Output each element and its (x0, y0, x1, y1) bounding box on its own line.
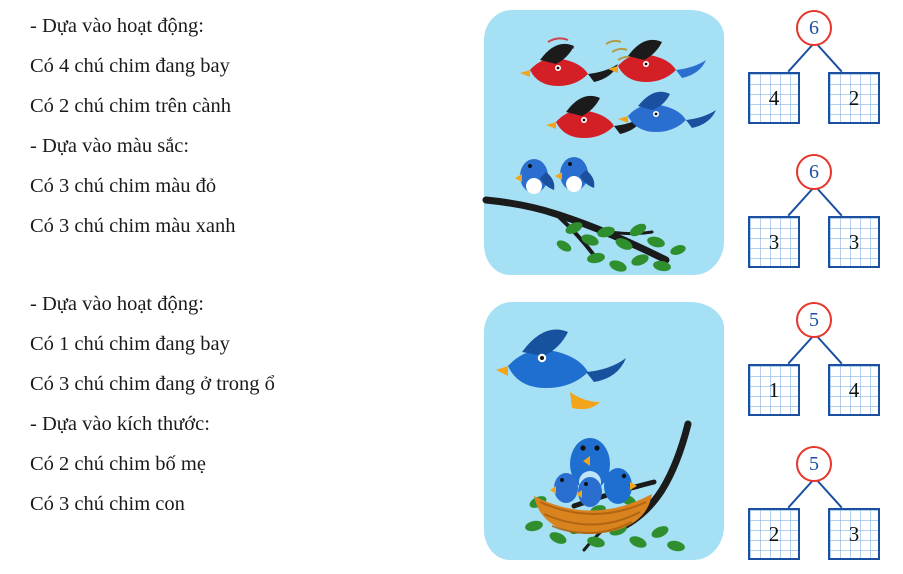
answer-line: - Dựa vào màu sắc: (30, 135, 190, 157)
answer-line: Có 1 chú chim đang bay (30, 333, 230, 355)
six-birds-on-branch-illustration (478, 4, 732, 287)
answer-line: - Dựa vào hoạt động: (30, 293, 204, 315)
answer-line: Có 3 chú chim đang ở trong ổ (30, 373, 275, 395)
bond-part-box-right (828, 364, 880, 416)
bond-part-box-right (828, 72, 880, 124)
bond-leg-right (814, 477, 842, 508)
bond-part-value: 1 (768, 377, 780, 402)
bond-part-box-right (828, 508, 880, 560)
bond-part-box-left (748, 364, 800, 416)
answer-text-column (30, 6, 460, 524)
bond-total-circle: 5 (796, 302, 832, 338)
answer-block-1 (30, 6, 460, 246)
panel-birds-branch (478, 4, 890, 287)
bond-leg-left (787, 477, 815, 508)
bond-total-circle: 5 (796, 446, 832, 482)
bird-artwork (478, 296, 732, 572)
bond-part-value: 3 (848, 521, 860, 546)
bond-part-value: 3 (848, 229, 860, 254)
answer-line: Có 3 chú chim con (30, 493, 185, 515)
bird-artwork (478, 4, 732, 287)
number-bond-group (738, 296, 890, 572)
bond-part-value: 2 (768, 521, 780, 546)
bond-total-circle: 6 (796, 154, 832, 190)
number-bond (738, 302, 890, 430)
bond-part-box-left (748, 508, 800, 560)
number-bond (738, 154, 890, 282)
bond-leg-left (787, 41, 815, 72)
five-birds-nest-illustration (478, 296, 732, 572)
bond-part-box-right (828, 216, 880, 268)
answer-line: Có 2 chú chim trên cành (30, 95, 231, 117)
bond-leg-right (814, 185, 842, 216)
bond-part-value: 3 (768, 229, 780, 254)
bond-leg-right (814, 333, 842, 364)
answer-line: Có 3 chú chim màu đỏ (30, 175, 217, 197)
bond-total-circle: 6 (796, 10, 832, 46)
number-bond-group (738, 4, 890, 287)
bond-part-value: 2 (848, 85, 860, 110)
number-bond (738, 10, 890, 138)
number-bond (738, 446, 890, 574)
answer-line: - Dựa vào hoạt động: (30, 15, 204, 37)
answer-line: Có 4 chú chim đang bay (30, 55, 230, 77)
bond-leg-left (787, 333, 815, 364)
bond-leg-right (814, 41, 842, 72)
bond-part-box-left (748, 216, 800, 268)
answer-line: - Dựa vào kích thước: (30, 413, 210, 435)
answer-line: Có 2 chú chim bố mẹ (30, 453, 206, 475)
panel-birds-nest (478, 296, 890, 572)
bond-leg-left (787, 185, 815, 216)
answer-block-2 (30, 284, 460, 524)
bond-part-value: 4 (848, 377, 860, 402)
bond-part-value: 4 (768, 85, 780, 110)
answer-line: Có 3 chú chim màu xanh (30, 215, 236, 237)
bond-part-box-left (748, 72, 800, 124)
